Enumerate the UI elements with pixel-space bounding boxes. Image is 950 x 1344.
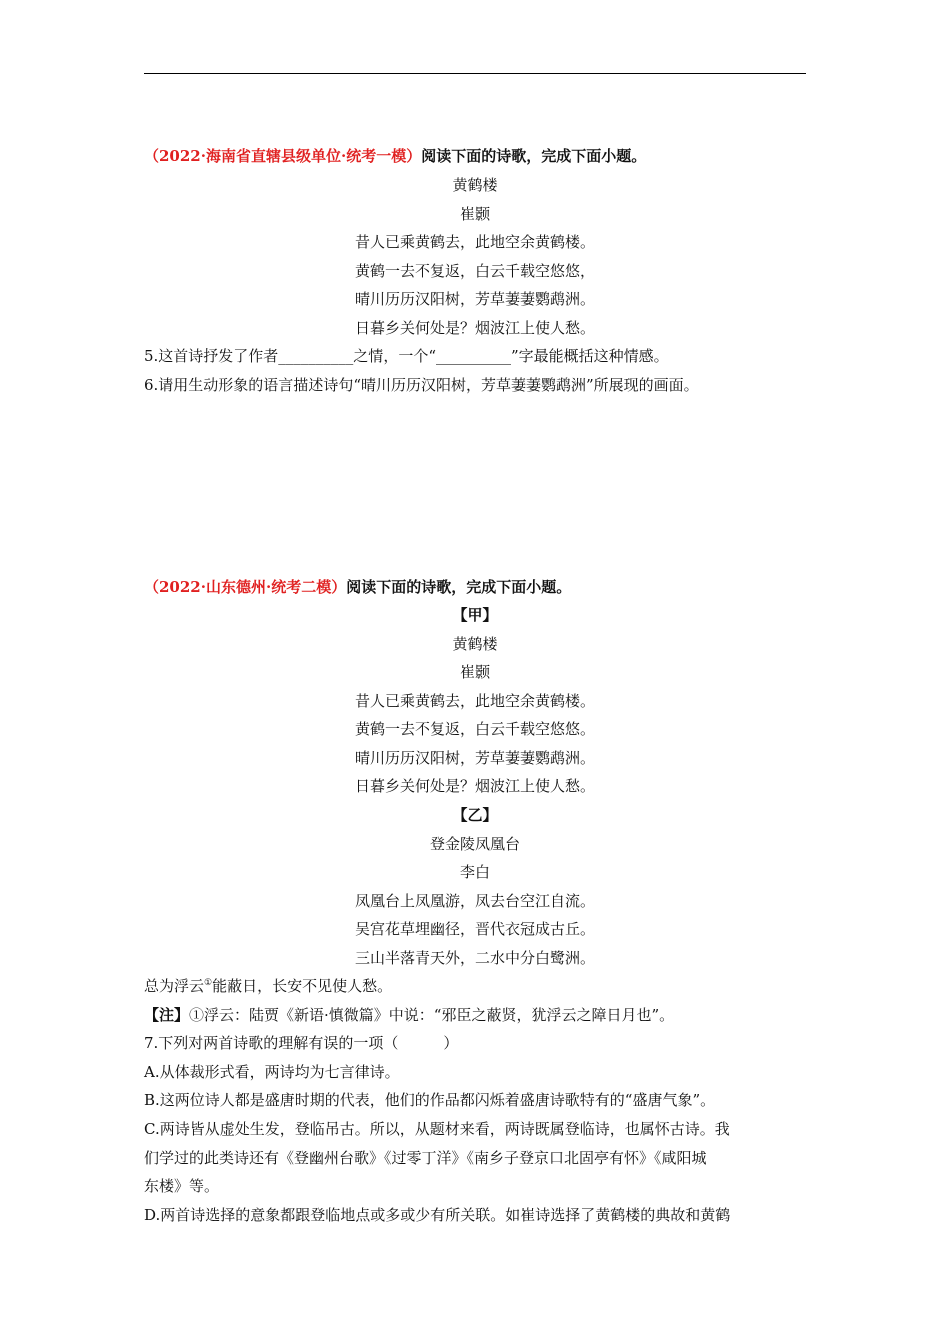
poem-line: 晴川历历汉阳树，芳草萋萋鹦鹉洲。	[354, 290, 595, 308]
poem-b-line: 凤凰台上凤凰游，凤去台空江自流。	[354, 892, 595, 910]
question-5: 5.这首诗抒发了作者__________之情，一个“__________”字最能概括这种情感。	[144, 347, 669, 365]
label-jia: 【甲】	[452, 606, 498, 624]
poem-b-author: 李白	[459, 863, 490, 881]
section1-source: （2022·海南省直辖县级单位·统考一模）	[144, 147, 422, 165]
header-rule	[144, 73, 806, 74]
section2-heading	[144, 577, 806, 597]
option-c-cont: 东楼》等。	[144, 1177, 220, 1195]
poem-a-title: 黄鹤楼	[452, 635, 498, 653]
question-7: 7.下列对两首诗歌的理解有误的一项（ ）	[144, 1034, 459, 1052]
poem-a-line: 黄鹤一去不复返，白云千载空悠悠。	[354, 720, 595, 738]
poem-b-title: 登金陵凤凰台	[429, 835, 520, 853]
question-6: 6.请用生动形象的语言描述诗句“晴川历历汉阳树，芳草萋萋鹦鹉洲”所展现的画面。	[144, 376, 699, 394]
poem-b-line: 三山半落青天外，二水中分白鹭洲。	[354, 949, 595, 967]
note	[144, 1005, 806, 1025]
poem-title: 黄鹤楼	[452, 176, 498, 194]
note-label: 【注】	[144, 1006, 190, 1024]
option-a: A.从体裁形式看，两诗均为七言律诗。	[144, 1063, 400, 1081]
poem-b-last-pre: 总为浮云	[144, 977, 205, 995]
poem-b-last-post: 能蔽日，长安不见使人愁。	[212, 977, 393, 995]
option-d: D.两首诗选择的意象都跟登临地点或多或少有所关联。如崔诗选择了黄鹤楼的典故和黄鹤	[144, 1206, 731, 1224]
label-yi: 【乙】	[452, 806, 498, 824]
poem-a-line: 日暮乡关何处是？烟波江上使人愁。	[354, 777, 595, 795]
poem-line: 昔人已乘黄鹤去，此地空余黄鹤楼。	[354, 233, 595, 251]
poem-author: 崔颢	[459, 205, 490, 223]
poem-line: 黄鹤一去不复返，白云千载空悠悠，	[354, 262, 595, 280]
option-c-cont: 们学过的此类诗还有《登幽州台歌》《过零丁洋》《南乡子登京口北固亭有怀》《咸阳城	[144, 1149, 707, 1167]
poem-b-last-line	[144, 976, 806, 996]
section2-source: （2022·山东德州·统考二模）	[144, 578, 347, 596]
option-c: C.两诗皆从虚处生发，登临吊古。所以，从题材来看，两诗既属登临诗，也属怀古诗。我	[144, 1120, 730, 1138]
option-b: B.这两位诗人都是盛唐时期的代表，他们的作品都闪烁着盛唐诗歌特有的“盛唐气象”。	[144, 1091, 716, 1109]
footnote-marker: ①	[204, 978, 213, 988]
poem-a-line: 昔人已乘黄鹤去，此地空余黄鹤楼。	[354, 692, 595, 710]
section2-instruction: 阅读下面的诗歌，完成下面小题。	[346, 578, 572, 596]
poem-a-author: 崔颢	[459, 663, 490, 681]
section1-instruction: 阅读下面的诗歌，完成下面小题。	[421, 147, 647, 165]
poem-b-line: 吴宫花草埋幽径，晋代衣冠成古丘。	[354, 920, 595, 938]
section1-heading	[144, 146, 806, 166]
note-text: ①浮云：陆贾《新语·慎微篇》中说：“邪臣之蔽贤，犹浮云之障日月也”。	[189, 1006, 675, 1024]
poem-line: 日暮乡关何处是？烟波江上使人愁。	[354, 319, 595, 337]
poem-a-line: 晴川历历汉阳树，芳草萋萋鹦鹉洲。	[354, 749, 595, 767]
